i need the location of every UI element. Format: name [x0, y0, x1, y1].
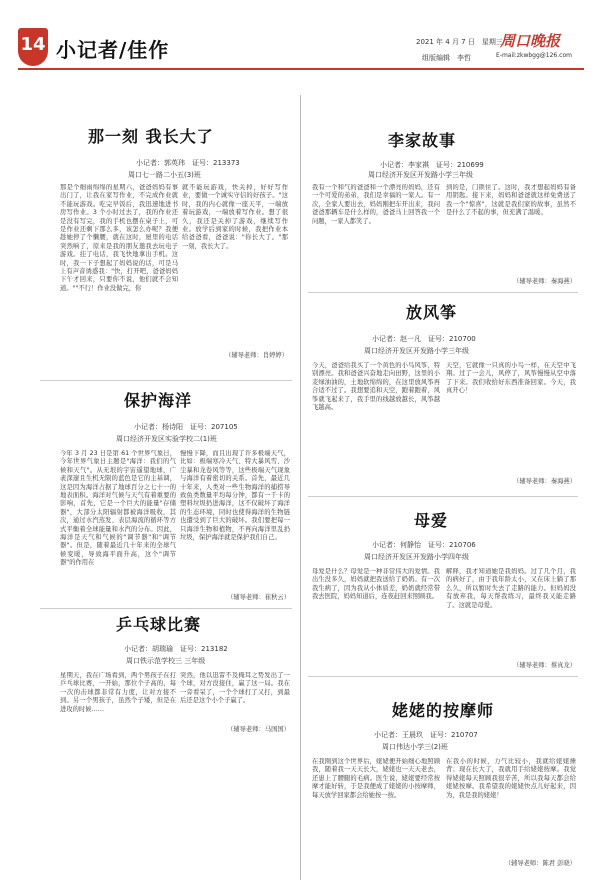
article-school: 周口铁示范学校三 三年级 [126, 657, 206, 665]
article-teacher: （辅导老师：蔡真龙） [513, 662, 576, 669]
article-body-col2: 在我小的时候，力气比较小，我就给姥姥捶背；现在长大了，我就用手给姥姥按摩。我觉得姥姥每天照顾我很辛苦，所以我每天都会给姥姥按摩。我希望我的姥姥快点儿好起来，因为，我是我的姥姥！ [446, 758, 576, 799]
section-title: 小记者/佳作 [56, 38, 170, 62]
article-byline: 小记者：胡瑞瑜 证号：213182 [124, 645, 228, 653]
article-teacher: （辅导老师：崔秋云） [227, 594, 290, 601]
article-body-col1: 星期天，我在广场看到，两个男孩子在打乒乓球比赛，一开始，那位个子高的，每一次的击球都非常有力度，让对方接不到。另一个男孩子，虽然个子矮，但是在进攻的时候…… [60, 672, 176, 713]
article-body-col2: 天空，它就像一只真的小鸟一样，在天空中飞翔。过了一会儿，风停了，风筝慢慢从空中落了下来。我们收拾好东西准备回家。今天，我真开心！ [446, 362, 576, 395]
article-body-col2: 到的是，门锁住了。这时，我才想起妈妈有备用钥匙。接下来，妈妈和爸爸就这样免费送了我一个"惊喜"，这就是我们家的故事，虽然不是什么了不起的事，但充满了温暖。 [446, 184, 576, 217]
article-title: 乒乓球比赛 [116, 615, 202, 634]
article-body-col2: 突然，他以迅雷不及掩耳之势发出了一个球，对方没接住，赢了这一局。我在一旁看呆了，一个个球打了又打，到最后还是这个小个子赢了。 [180, 672, 290, 705]
page-number-badge: 14 [18, 28, 48, 66]
article-school: 周口伟达小学三(2)班 [382, 743, 448, 751]
page-header [0, 0, 600, 72]
article-teacher: （辅导老师：秦海燕） [513, 278, 576, 285]
newspaper-logo: 周口晚报 [500, 32, 561, 50]
article-title: 母爱 [414, 511, 449, 530]
article-teacher: （辅导老师：马国国） [227, 726, 290, 733]
publish-date: 2021 年 4 月 7 日 星期三 [416, 38, 503, 46]
article-teacher: （辅导老师：肖婷婷） [225, 352, 288, 359]
article-body-col1: 今年 3 月 23 日是第 61 个世界气象日，今年世界气象日主题是"海洋：我们的气候和天气"。从无垠的宇宙遥望地球，广袤深邃且生机无限的蓝色是它的主基调，这是因为海洋占据了地球百分之七十一的地表面积。海洋对气候与天气有着重要的影响，首先，它是一个巨大的能量"存储器"，大部分太阳辐射都被海洋吸收，其次，通过水汽蒸发、表层海流的循环等方式平衡着全球能量和水汽的分布。因此，海洋是天气和气候的"调节器"和"调节器"。但是，随着最近几十年来的全球气候变暖，导致海平面升高，这个"调节器"的作用在 [60, 450, 176, 567]
article-title: 姥姥的按摩师 [392, 701, 495, 720]
article-teacher: （辅导老师：秦海燕） [513, 478, 576, 485]
newspaper-email: E-mail:zkwbgg@126.com [496, 52, 572, 59]
article-byline: 小记者：李家祺 证号：210699 [380, 161, 484, 169]
header-rule [18, 68, 584, 70]
article-body-col1: 那是个细雨绵绵的星期六，爸爸妈妈有事出门了，让我在家写作业，不完成作业就不能玩游戏。吃完早饭后，我迅速地进书房写作业。3 个小时过去了，我的作业还是没有写完，我的手机也摆在桌子上，可是作业还剩下那么多，该怎么办呢？我便趁她停了个懒腰，就在这时，屋里的电话突然响了，原来是我的朋友邀我去玩电子游戏。挂了电话，我飞快地拿出手机。这时，我一下子想起了妈妈说的话，可是马上有声音诱惑我："快，打开吧，爸爸妈妈下午才回来，只要你不说，他们就不会知道。""不行！作业没做完，你 [60, 184, 178, 292]
article-school: 周口七一路二小五(3)班 [128, 171, 201, 179]
article-separator [308, 676, 578, 677]
article-school: 周口经济开发区开发路小学三年级 [364, 347, 469, 355]
article-separator [308, 292, 578, 293]
article-teacher: （辅导老师：陈君 彭晓） [504, 860, 576, 867]
article-body-col1: 我有一个和气的爸爸和一个漂亮的妈妈，还有一个可爱的弟弟，我们是幸福的一家人。有一次，全家人要出去，妈妈刚把车开出来，我问爸爸那辆车是什么样的，爸爸马上回答我一个问题，一家人都笑了。 [312, 184, 440, 225]
article-body-col2: 慢慢下降，而且出现了许多极端天气，比如：极端寒冷天气、特大暴风雪、沙尘暴和龙卷风等等，这些极端天气现象与海洋有着密切的关系。首先，最近几十年来，人类对一些生物海洋的捕捞导致鱼类数量平均每分钟，都有一千卡的塑料垃圾扔进海洋，这不仅破坏了海洋的生态环境，同时也使得海洋的生物链也遭受到了巨大的破坏。我们要把每一只海洋生物和植物，不再向海洋里乱扔垃圾，保护海洋就是保护我们自己。 [180, 450, 290, 542]
article-title: 那一刻 我长大了 [88, 127, 214, 146]
article-byline: 小记者：杨诗阳 证号：207105 [134, 423, 238, 431]
article-byline: 小记者：王晨玖 证号：210707 [374, 731, 478, 739]
column-divider [300, 95, 301, 880]
layout-editor: 组版编辑 李哲 [422, 54, 471, 62]
article-body-col1: 母爱是什么？母爱是一种非常伟大的爱情。我出生没多久，妈妈就把我送给了奶奶。有一次我生病了，因为我从小体质差，奶奶就经常带我去医院，妈妈知道后，连夜赶回来照顾我。 [312, 568, 440, 601]
article-separator [40, 380, 292, 381]
article-byline: 小记者：何静怡 证号：210706 [372, 541, 476, 549]
article-school: 周口经济开发区开发路小学四年级 [364, 553, 469, 561]
article-body-col1: 今天，爸爸给我买了一个黄色的小鸟风筝，特别漂亮。我和爸爸兴奋地走向田野，这里的小麦绿油油的，土地软绵绵的，在这里放风筝再合适不过了。我想要追和天空，跑着跑着，风筝就飞起来了，我手里的线越放越长，风筝越飞越高。 [312, 362, 440, 412]
article-title: 李家故事 [388, 131, 457, 150]
article-byline: 小记者：赵一凡 证号：210700 [372, 335, 476, 343]
article-body-col1: 在我刚到这个世界后，姥姥便开始细心地照顾我，随着我一天天长大，姥姥也一天天老去，还患上了腰腿的毛病。医生说，姥姥要经常按摩才能好转，于是我便成了姥姥的小按摩师，每天放学回家都会给她按一按。 [312, 758, 440, 799]
article-school: 周口经济开发区开发路小学三年级 [368, 171, 473, 179]
article-school: 周口经济开发区实验学校二(1)班 [116, 435, 217, 443]
article-byline: 小记者：郭英玮 证号：213373 [136, 159, 240, 167]
article-title: 保护海洋 [124, 391, 193, 410]
article-title: 放风筝 [406, 303, 458, 322]
article-separator [40, 608, 292, 609]
article-body-col2: 解释，我才知道她是我妈妈。过了几个月，我的病好了，由于我年龄太小，又在床上躺了那么久，所以暂时失去了走路的能力。但妈妈没有放弃我，每天帮我练习，最终我又能走路了。这就是母爱。 [446, 568, 576, 609]
article-body-col2: 就不能玩游戏，快关掉，好好写作业，要做一个诚实守信的好孩子。"这时，我的内心就像一座天平，一端放着玩游戏，一端放着写作业。想了很久，我还是关掉了游戏，继续写作业。放学后到家的时候，我把作业本给爸爸看，爸爸说："你长大了。"那一刻，我长大了。 [182, 184, 288, 250]
article-separator [308, 496, 578, 497]
